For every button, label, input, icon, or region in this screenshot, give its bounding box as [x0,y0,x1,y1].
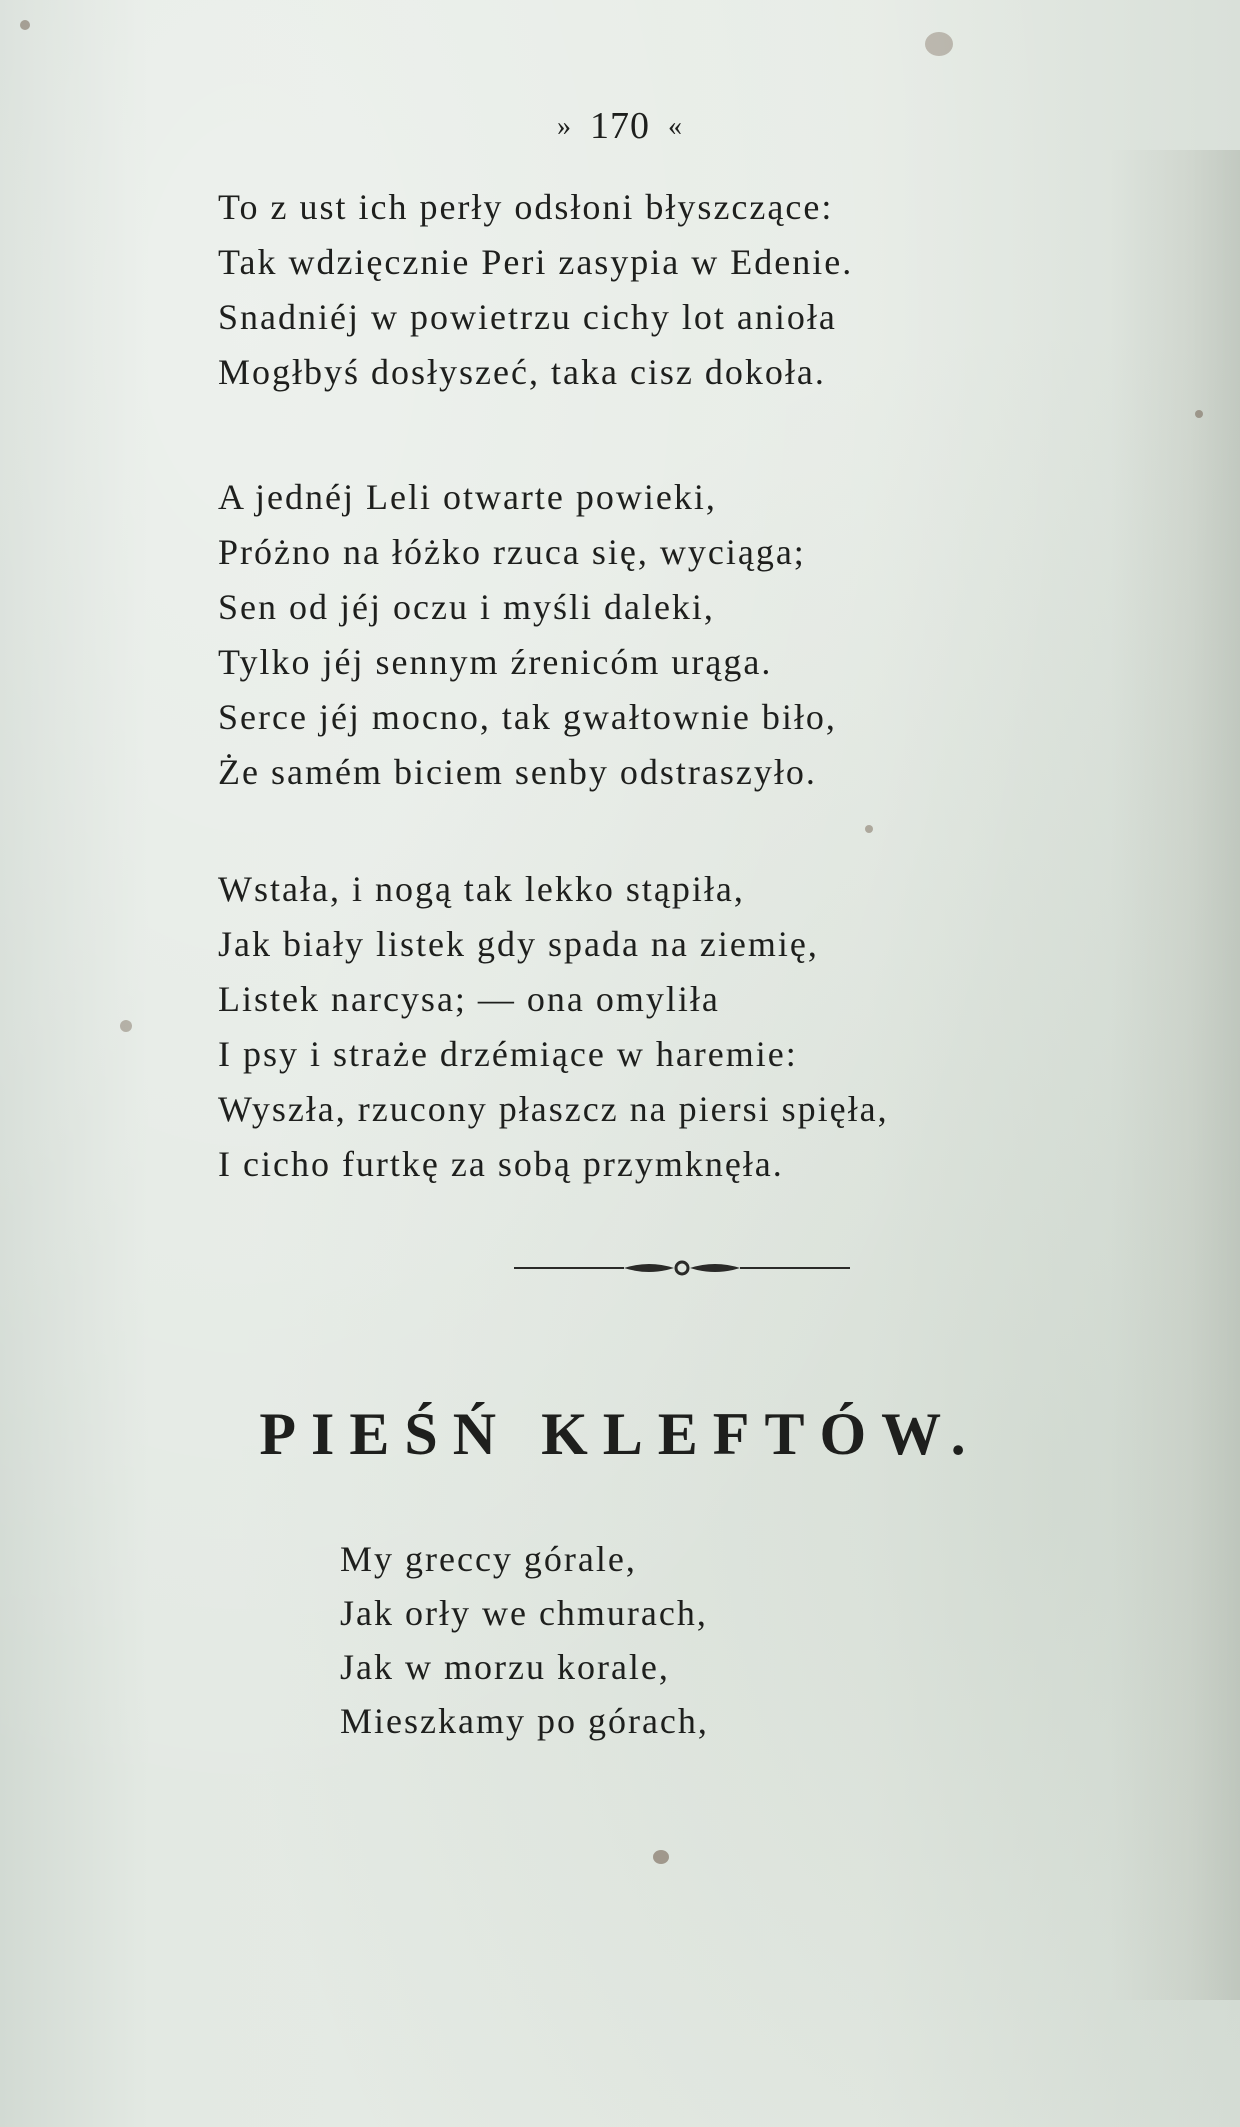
verse-line: Że samém biciem senby odstraszyło. [218,752,817,792]
foxing-spot [925,32,953,56]
verse-line: Jak w morzu korale, [340,1647,670,1687]
verse-line: Jak biały listek gdy spada na ziemię, [218,924,819,964]
verse-line: Mieszkamy po górach, [340,1701,709,1741]
verse-line: Snadniéj w powietrzu cichy lot anioła [218,297,837,337]
verse-line: Mogłbyś dosłyszeć, taka cisz dokoła. [218,352,826,392]
verse-line: Tak wdzięcznie Peri zasypia w Edenie. [218,242,854,282]
stanza [218,180,1068,400]
show-through-text [1110,150,1240,2000]
verse-line: To z ust ich perły odsłoni błyszczące: [218,187,834,227]
stanza [218,470,1068,800]
foxing-spot [20,20,30,30]
song-stanza [340,1532,1040,1748]
verse-line: Jak orły we chmurach, [340,1593,708,1633]
foxing-spot [865,825,873,833]
foxing-spot [653,1850,669,1864]
foxing-spot [120,1020,132,1032]
verse-line: I cicho furtkę za sobą przymknęła. [218,1144,784,1184]
verse-line: Próżno na łóżko rzuca się, wyciąga; [218,532,806,572]
verse-line: Listek narcysa; — ona omyliła [218,979,720,1019]
section-title: PIEŚŃ KLEFTÓW. [259,1401,981,1467]
page-number: 170 [590,105,650,147]
foxing-spot [1195,410,1203,418]
verse-line: Serce jéj mocno, tak gwałtownie biło, [218,697,837,737]
verse-line: I psy i straże drzémiące w haremie: [218,1034,798,1074]
verse-line: A jednéj Leli otwarte powieki, [218,477,717,517]
left-ornament: » [557,111,572,142]
verse-line: Tylko jéj sennym źrenicóm urąga. [218,642,773,682]
page-header [0,104,1240,148]
verse-line: Sen od jéj oczu i myśli daleki, [218,587,715,627]
stanza [218,862,1068,1192]
verse-line: My greccy górale, [340,1539,637,1579]
verse-line: Wyszła, rzucony płaszcz na piersi spięła, [218,1089,889,1129]
right-ornament: « [668,111,683,142]
ornamental-divider [514,1256,850,1280]
verse-line: Wstała, i nogą tak lekko stąpiła, [218,869,745,909]
